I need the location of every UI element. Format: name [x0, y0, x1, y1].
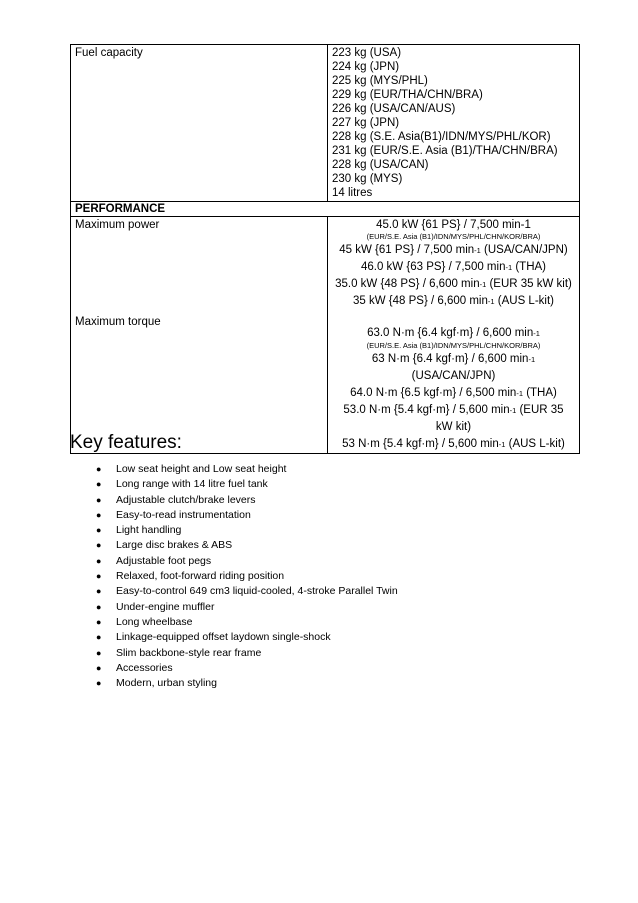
torque-line-2: 63 N·m {6.4 kgf·m} / 6,600 min-1	[371, 353, 536, 365]
bullet-icon: ●	[96, 464, 102, 474]
fuel-value: 228 kg (S.E. Asia(B1)/IDN/MYS/PHL/KOR)	[332, 131, 551, 143]
list-item: ● Adjustable foot pegs	[96, 554, 398, 569]
list-item: ● Light handling	[96, 523, 398, 538]
bullet-icon: ●	[96, 479, 102, 490]
torque-line-4: 53.0 N·m {5.4 kgf·m} / 5,600 min-1 (EUR 35	[343, 404, 564, 416]
fuel-capacity-row	[71, 45, 580, 202]
maximum-power-label: Maximum power	[75, 219, 160, 231]
fuel-value: 230 kg (MYS)	[332, 173, 403, 185]
bullet-icon: ●	[96, 647, 102, 658]
power-line-2: 45 kW {61 PS} / 7,500 min-1 (USA/CAN/JPN)	[339, 244, 568, 256]
bullet-icon: ●	[96, 540, 102, 551]
torque-line-4-wrap: kW kit)	[435, 421, 472, 433]
list-item: ● Under-engine muffler	[96, 600, 398, 615]
bullet-icon: ●	[96, 586, 102, 597]
list-item: ● Accessories	[96, 661, 398, 676]
torque-line-2-region: (USA/CAN/JPN)	[411, 370, 496, 382]
fuel-value: 229 kg (EUR/THA/CHN/BRA)	[332, 89, 483, 101]
list-item: ● Adjustable clutch/brake levers	[96, 493, 398, 508]
torque-line-3: 64.0 N·m {6.5 kgf·m} / 6,500 min-1 (THA)	[350, 387, 557, 399]
fuel-capacity-label: Fuel capacity	[71, 45, 328, 202]
bullet-icon: ●	[96, 525, 102, 536]
power-line-3: 46.0 kW {63 PS} / 7,500 min-1 (THA)	[360, 261, 546, 273]
fuel-value: 14 litres	[332, 187, 373, 199]
fuel-capacity-values	[328, 45, 580, 202]
fuel-value: 224 kg (JPN)	[332, 61, 400, 73]
fuel-value: 228 kg (USA/CAN)	[332, 159, 429, 171]
list-item: ● Slim backbone-style rear frame	[96, 646, 398, 661]
list-item: ● Modern, urban styling	[96, 676, 398, 691]
bullet-icon: ●	[96, 678, 102, 689]
list-item: ● Long wheelbase	[96, 615, 398, 630]
torque-line-1-note: (EUR/S.E. Asia (B1)/IDN/MYS/PHL/CHN/KOR/BRA)	[366, 341, 541, 350]
bullet-icon: ●	[96, 571, 102, 582]
fuel-value: 225 kg (MYS/PHL)	[332, 75, 428, 87]
performance-row	[71, 217, 580, 454]
list-item: ● Linkage-equipped offset laydown single-shock	[96, 630, 398, 645]
power-line-1: 45.0 kW {61 PS} / 7,500 min-1	[376, 219, 531, 231]
torque-line-5: 53 N·m {5.4 kgf·m} / 5,600 min-1 (AUS L-kit)	[342, 438, 565, 450]
key-features-list	[96, 462, 398, 691]
list-item: ● Relaxed, foot-forward riding position	[96, 569, 398, 584]
fuel-value: 231 kg (EUR/S.E. Asia (B1)/THA/CHN/BRA)	[332, 145, 558, 157]
fuel-value: 227 kg (JPN)	[332, 117, 400, 129]
bullet-icon: ●	[96, 555, 102, 566]
list-item: ● Easy-to-control 649 cm3 liquid-cooled, 4-stroke Parallel Twin	[96, 584, 398, 599]
torque-line-1: 63.0 N·m {6.4 kgf·m} / 6,600 min-1	[367, 327, 540, 339]
performance-heading-row	[71, 202, 580, 217]
list-item: ● Easy-to-read instrumentation	[96, 508, 398, 523]
performance-values	[328, 217, 580, 454]
bullet-icon: ●	[96, 601, 102, 612]
power-line-5: 35 kW {48 PS} / 6,600 min-1 (AUS L-kit)	[353, 295, 554, 307]
bullet-icon: ●	[96, 632, 102, 643]
bullet-icon: ●	[96, 494, 102, 505]
bullet-icon: ●	[96, 616, 102, 627]
power-line-1-note: (EUR/S.E. Asia (B1)/IDN/MYS/PHL/CHN/KOR/BRA)	[366, 232, 541, 241]
list-item: ● Low seat height and Low seat height	[96, 462, 398, 477]
bullet-icon: ●	[96, 509, 102, 520]
maximum-torque-label: Maximum torque	[75, 316, 161, 328]
fuel-value: 223 kg (USA)	[332, 47, 402, 59]
spec-table	[70, 44, 580, 454]
list-item: ● Long range with 14 litre fuel tank	[96, 477, 398, 492]
fuel-value: 226 kg (USA/CAN/AUS)	[332, 103, 456, 115]
performance-labels	[71, 217, 328, 454]
list-item: ● Large disc brakes & ABS	[96, 538, 398, 553]
key-features-title: Key features:	[70, 432, 182, 453]
bullet-icon: ●	[96, 662, 102, 673]
power-line-4: 35.0 kW {48 PS} / 6,600 min-1 (EUR 35 kW kit)	[335, 278, 572, 290]
performance-heading: PERFORMANCE	[71, 202, 580, 217]
